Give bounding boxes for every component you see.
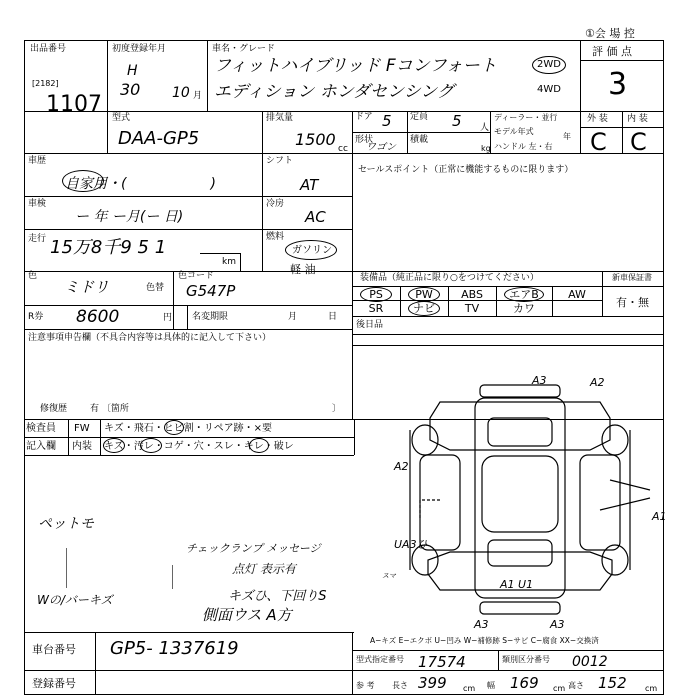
- diagram-mark: A2: [590, 376, 605, 389]
- r-value: 8600: [76, 307, 120, 327]
- hand-note-5: キズひ、下回りS: [228, 589, 327, 604]
- first-reg-year: 30: [120, 80, 141, 99]
- int-value: C: [630, 128, 647, 156]
- lot-sub: [2182]: [32, 79, 59, 88]
- fuel-gas: ガソリン: [292, 245, 332, 256]
- hand-note-2: Wの/バーキズ: [37, 593, 113, 607]
- r-label: R券: [28, 312, 44, 322]
- cap-unit: 人: [480, 123, 490, 133]
- diagram-mark: A3: [550, 618, 565, 631]
- equip-circle-mark: [360, 287, 392, 302]
- diagram-mark: A1 U1: [500, 578, 534, 591]
- repair-label: 修復歴: [40, 404, 68, 414]
- first-reg-month: 10: [172, 85, 190, 101]
- first-reg-era: H: [127, 63, 138, 79]
- shape-label: 形状: [355, 135, 374, 145]
- inspection-label2: 記入欄: [26, 441, 56, 452]
- equip-item-カワ: カワ: [513, 302, 535, 315]
- inspection-row1-cat: FW: [74, 423, 90, 434]
- height-unit: cm: [645, 684, 658, 693]
- width-label: 幅: [487, 681, 495, 690]
- drive-4wd: 4WD: [537, 84, 561, 95]
- shift-value: AT: [300, 176, 319, 194]
- len-label: 長さ: [392, 681, 408, 690]
- notes-label: 注意事項申告欄（不具合内容等は具体的に記入して下さい）: [28, 333, 272, 343]
- disp-unit: cc: [338, 144, 348, 154]
- name-change-month: 月: [288, 312, 298, 322]
- ref-label: 参 考: [356, 681, 375, 690]
- score-label: 評 価 点: [592, 45, 632, 58]
- equip-item-PW: PW: [415, 288, 433, 301]
- equip-item-SR: SR: [368, 302, 384, 315]
- inspect-value: ー 年 ー月(ー 日): [75, 209, 184, 225]
- equip-item-エアB: エアB: [509, 288, 539, 301]
- equip-item-ABS: ABS: [461, 288, 483, 301]
- first-reg-month-unit: 月: [193, 91, 203, 101]
- reg-label: 登録番号: [32, 677, 76, 690]
- diagram-mark: スマ: [382, 572, 396, 580]
- equip-item-AW: AW: [568, 288, 586, 301]
- width-unit: cm: [553, 684, 566, 693]
- mileage-value: 15万8千9 5 1: [50, 237, 167, 258]
- diagram-mark: A3: [532, 374, 547, 387]
- lot-label: 出品番号: [30, 44, 67, 54]
- handle-label: ハンドル 左・右: [494, 142, 553, 151]
- color-change-label: 色替: [146, 283, 165, 293]
- ac-value: AC: [305, 208, 326, 226]
- drive-2wd: 2WD: [537, 59, 561, 70]
- legend: A−キズ E−エクボ U−凹み W−補修跡 S−サビ C−腐食 XX−交換済: [370, 636, 599, 645]
- name-change-label: 名変期限: [192, 312, 229, 322]
- mileage-unit: km: [222, 257, 236, 267]
- color-label: 色: [28, 271, 38, 281]
- dealer-label: ディーラー・並行: [494, 113, 558, 122]
- repair-close: 〕: [332, 404, 342, 414]
- corner-text: ①会 場 控: [585, 27, 635, 40]
- model-label: 型式: [112, 113, 131, 123]
- name-line2: エディション ホンダセンシング: [214, 82, 454, 102]
- cap-value: 5: [452, 112, 462, 130]
- shape-value: ワゴン: [366, 142, 396, 153]
- load-label: 積載: [410, 135, 429, 145]
- name-line1: フィットハイブリッド Fコンフォート: [214, 56, 497, 76]
- r-unit: 円: [163, 313, 173, 323]
- inspection-row2-items: キズ・汚レ・コゲ・穴・スレ・キレ・破レ: [104, 441, 294, 452]
- door-label: ドア: [355, 112, 373, 122]
- inspect-label: 車検: [28, 199, 47, 209]
- warranty-value: 有・無: [616, 296, 649, 309]
- hand-note-3: チェックランプ メッセージ: [186, 542, 321, 555]
- chassis-value: GP5- 1337619: [110, 638, 239, 659]
- inspection-row2-cat: 内装: [72, 441, 92, 452]
- diagram-mark: UA3ひ: [394, 538, 428, 551]
- cap-label: 定員: [410, 112, 429, 122]
- equip-label: 装備品（純正品に限り○をつけてください）: [360, 273, 539, 283]
- chassis-label: 車台番号: [32, 643, 76, 656]
- len-unit: cm: [463, 684, 476, 693]
- ext-value: C: [590, 128, 607, 156]
- load-unit: kg: [481, 144, 491, 153]
- lot-number: 1107: [46, 92, 102, 117]
- class-label: 類別区分番号: [502, 655, 550, 664]
- sales-label: セールスポイント（正常に機能するものに限ります）: [358, 165, 574, 175]
- diagram-mark: A1: [652, 510, 667, 523]
- model-year-unit: 年: [563, 132, 571, 141]
- len-value: 399: [418, 674, 447, 692]
- class-value: 0012: [572, 654, 608, 670]
- color-code-value: G547P: [186, 282, 236, 300]
- equip-item-ナビ: ナビ: [413, 302, 435, 315]
- color-value: ミドリ: [64, 278, 110, 296]
- fuel-label: 燃料: [266, 232, 285, 242]
- use-value: 自家用・( ): [65, 176, 216, 192]
- disp-value: 1500: [295, 130, 336, 149]
- score-value: 3: [608, 67, 628, 102]
- repair-value: 有 〔箇所: [90, 404, 129, 414]
- name-label: 車名・グレード: [212, 44, 276, 54]
- model-value: DAA-GP5: [118, 128, 200, 149]
- color-code-label: 色コード: [178, 271, 215, 281]
- equip-circle-mark: [504, 287, 544, 302]
- hand-note-1: ペットモ: [38, 516, 94, 532]
- inspection-row1-items: キズ・飛石・ヒビ割・リペア跡・×要: [104, 423, 272, 434]
- fuel-diesel: 軽 油: [290, 263, 316, 276]
- mileage-label: 走行: [28, 234, 47, 244]
- later-label: 後日品: [356, 320, 384, 330]
- door-value: 5: [382, 112, 392, 130]
- model-year-label: モデル年式: [494, 127, 534, 136]
- height-value: 152: [598, 674, 627, 692]
- diagram-mark: A3: [474, 618, 489, 631]
- ext-label: 外 装: [587, 114, 608, 124]
- shift-label: シフト: [266, 156, 294, 166]
- equip-item-TV: TV: [464, 302, 480, 315]
- ac-label: 冷房: [266, 199, 285, 209]
- first-reg-label: 初度登録年月: [112, 44, 167, 54]
- name-change-day: 日: [328, 312, 338, 322]
- diagram-mark: A2: [394, 460, 409, 473]
- type-no-label: 型式指定番号: [356, 655, 404, 664]
- width-value: 169: [510, 674, 539, 692]
- disp-label: 排気量: [266, 113, 294, 123]
- hand-note-6: 側面ウス A方: [202, 606, 292, 624]
- height-label: 高さ: [568, 681, 584, 690]
- equip-item-PS: PS: [369, 288, 383, 301]
- inspection-label1: 検査員: [26, 423, 56, 434]
- equip-circle-mark: [408, 287, 440, 302]
- type-no-value: 17574: [418, 653, 466, 671]
- warranty-label: 新車保証書: [612, 273, 652, 282]
- equip-circle-mark: [408, 301, 440, 316]
- int-label: 内 装: [627, 114, 648, 124]
- car-damage-diagram: [380, 370, 670, 635]
- hand-note-4: 点灯 表示有: [232, 562, 296, 576]
- use-label: 車歴: [28, 156, 47, 166]
